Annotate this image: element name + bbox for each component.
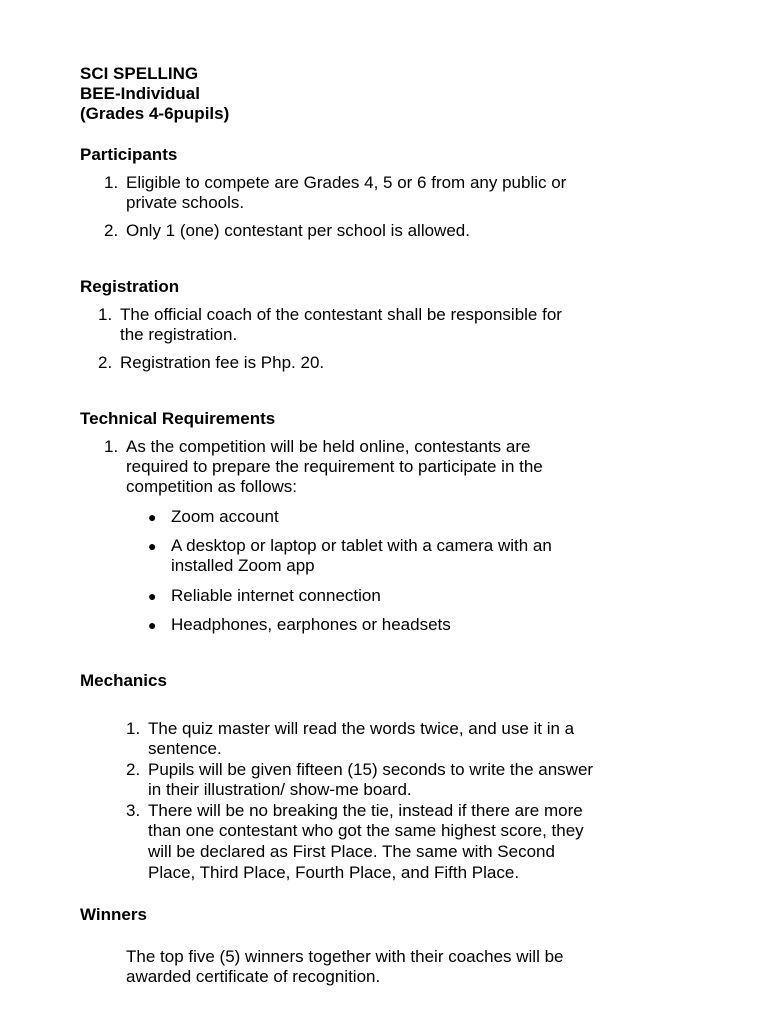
- document-subtitle: BEE-Individual: [80, 84, 200, 103]
- registration-item-text: Registration fee is Php. 20.: [120, 353, 325, 372]
- mechanics-item-text: will be declared as First Place. The same with Second: [148, 842, 555, 861]
- participants-item-text: private schools.: [126, 193, 245, 212]
- mechanics-heading: Mechanics: [80, 671, 167, 690]
- technical-item-number: 1.: [104, 437, 119, 456]
- registration-item-text: The official coach of the contestant shall be responsible for: [120, 305, 562, 324]
- winners-text: awarded certificate of recognition.: [126, 967, 381, 986]
- mechanics-item-text: sentence.: [148, 739, 222, 758]
- bullet-item-text: Zoom account: [171, 507, 279, 526]
- technical-item-text: required to prepare the requirement to participate in the: [126, 457, 543, 476]
- winners-heading: Winners: [80, 905, 147, 924]
- bullet-item-text: Reliable internet connection: [171, 586, 381, 605]
- mechanics-item-text: Place, Third Place, Fourth Place, and Fifth Place.: [148, 863, 520, 882]
- document-title: SCI SPELLING: [80, 64, 199, 83]
- participants-heading: Participants: [80, 145, 178, 164]
- mechanics-item-number: 1.: [126, 719, 141, 738]
- mechanics-item-text: Pupils will be given fifteen (15) seconds to write the answer: [148, 760, 594, 779]
- registration-heading: Registration: [80, 277, 180, 296]
- mechanics-item-number: 2.: [126, 760, 141, 779]
- bullet-item-text: installed Zoom app: [171, 556, 315, 575]
- bullet-icon: ●: [148, 588, 157, 604]
- registration-item-number: 2.: [98, 353, 113, 372]
- participants-item-number: 1.: [104, 173, 119, 192]
- participants-item-text: Only 1 (one) contestant per school is allowed.: [126, 221, 470, 240]
- mechanics-item-text: in their illustration/ show-me board.: [148, 780, 412, 799]
- participants-item-number: 2.: [104, 221, 119, 240]
- registration-item-text: the registration.: [120, 325, 238, 344]
- mechanics-item-text: than one contestant who got the same highest score, they: [148, 821, 584, 840]
- bullet-icon: ●: [148, 509, 157, 525]
- mechanics-item-number: 3.: [126, 801, 141, 820]
- technical-heading: Technical Requirements: [80, 409, 276, 428]
- technical-item-text: competition as follows:: [126, 477, 298, 496]
- participants-item-text: Eligible to compete are Grades 4, 5 or 6 from any public or: [126, 173, 567, 192]
- bullet-icon: ●: [148, 538, 157, 554]
- bullet-icon: ●: [148, 617, 157, 633]
- registration-item-number: 1.: [98, 305, 113, 324]
- mechanics-item-text: There will be no breaking the tie, instead if there are more: [148, 801, 583, 820]
- document-grade-range: (Grades 4-6pupils): [80, 104, 230, 123]
- winners-text: The top five (5) winners together with their coaches will be: [126, 947, 564, 966]
- technical-item-text: As the competition will be held online, contestants are: [126, 437, 531, 456]
- bullet-item-text: A desktop or laptop or tablet with a camera with an: [171, 536, 552, 555]
- bullet-item-text: Headphones, earphones or headsets: [171, 615, 451, 634]
- mechanics-item-text: The quiz master will read the words twice, and use it in a: [148, 719, 575, 738]
